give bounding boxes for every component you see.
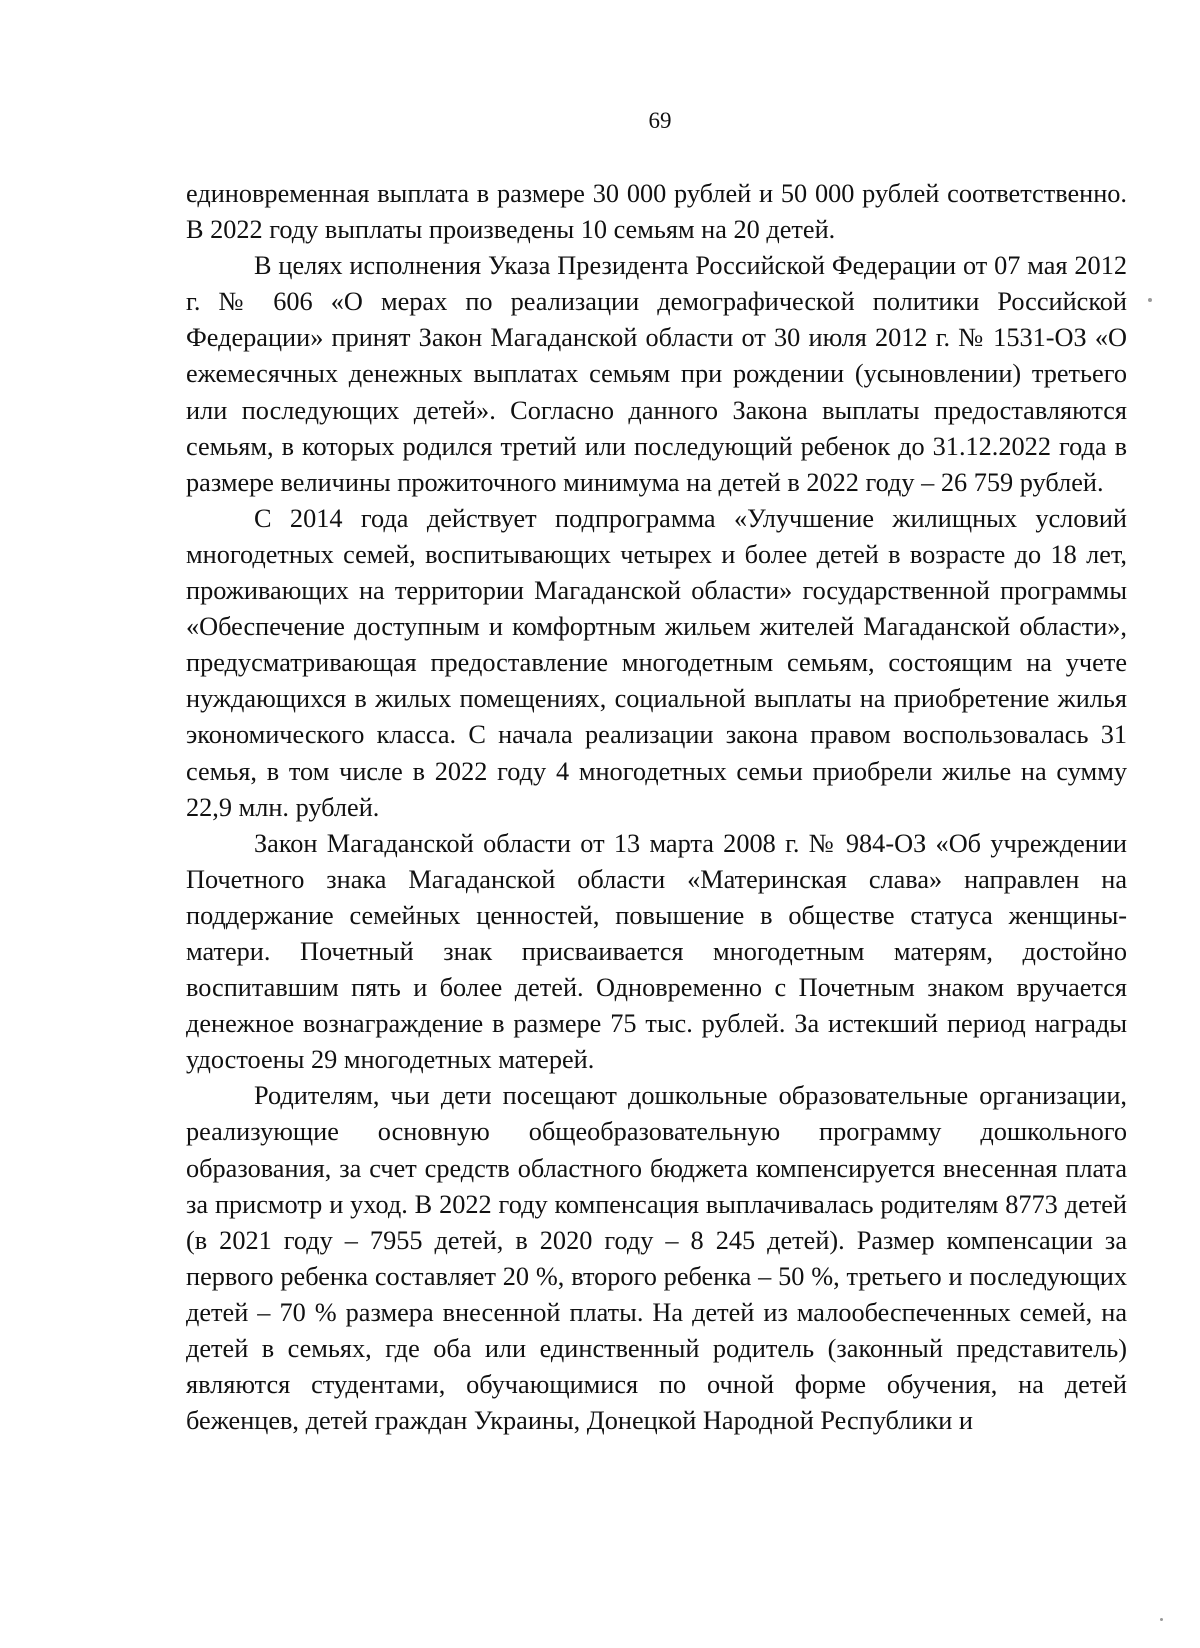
paragraph-preschool-compensation: Родителям, чьи дети посещают дошкольные образовательные организации, реализующие основную общеобразовательную программу дошкольного образования, за счет средств областного бюджета компенсируется внесенная плата за присмотр и уход. В 2022 году компенсация выплачивалась родителям 8773 детей (в 2021 году – 7955 детей, в 2020 году – 8 245 детей). Размер компенсации за первого ребенка составляет 20 %, второго ребенка – 50 %, третьего и последующих детей – 70 % размера внесенной платы. На детей из малообеспеченных семей, на детей в семьях, где оба или единственный родитель (законный представитель) являются студентами, обучающимися по очной форме обучения, на детей беженцев, детей граждан Украины, Донецкой Народной Республики и [186, 1081, 1127, 1436]
paragraph-housing-subprogram: С 2014 года действует подпрограмма «Улучшение жилищных условий многодетных семей, воспитывающих четырех и более детей в возрасте до 18 лет, проживающих на территории Магаданской области» государственной программы «Обеспечение доступным и комфортным жильем жителей Магаданской области», предусматривающая предоставление многодетным семьям, состоящим на учете нуждающихся в жилых помещениях, социальной выплаты на приобретение жилья экономического класса. С начала реализации закона правом воспользовалась 31 семья, в том числе в 2022 году 4 многодетных семьи приобрели жилье на сумму 22,9 млн. рублей. [186, 503, 1127, 822]
paragraph-honorary-badge: Закон Магаданской области от 13 марта 2008 г. № 984-ОЗ «Об учреждении Почетного знака Магаданской области «Материнская слава» направлен на поддержание семейных ценностей, повышение в обществе статуса женщины-матери. Почетный знак присваивается многодетным матерям, достойно воспитавшим пять и более детей. Одновременно с Почетным знаком вручается денежное вознаграждение в размере 75 тыс. рублей. За истекший период награды удостоены 29 многодетных матерей. [186, 828, 1127, 1075]
paragraph-continuation: единовременная выплата в размере 30 000 рублей и 50 000 рублей соответственно. В 2022 году выплаты произведены 10 семьям на 20 детей. [186, 179, 1127, 245]
paragraph-decree-law: В целях исполнения Указа Президента Российской Федерации от 07 мая 2012 г. № 606 «О мерах по реализации демографической политики Российской Федерации» принят Закон Магаданской области от 30 июля 2012 г. № 1531-ОЗ «О ежемесячных денежных выплатах семьям при рождении (усыновлении) третьего или последующих детей». Согласно данного Закона выплаты предоставляются семьям, в которых родился третий или последующий ребенок до 31.12.2022 года в размере величины прожиточного минимума на детей в 2022 году – 26 759 рублей. [186, 251, 1127, 497]
scan-speck [1160, 1618, 1163, 1621]
page-number: 69 [648, 108, 672, 133]
scan-speck [1148, 298, 1152, 302]
body-text [186, 176, 1127, 1439]
